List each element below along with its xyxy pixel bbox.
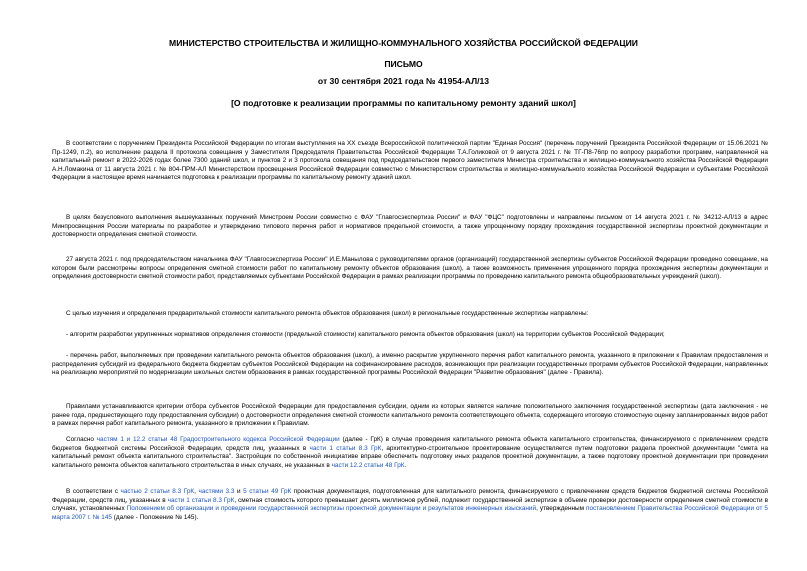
paragraph-8-text: (далее - ГрК) в случае проведения капитального ремонта объекта капитального строительства, финансируемого с привлечением средств бюджетов бюджетной системы Российской Федерации, средств лиц, указанных в <box>52 436 769 452</box>
paragraph-8-text: , архитектурно-строительное проектирование осуществляется путем подготовки раздела проектной документации "смета на капитальный ремонт объекта капитального строительства". Застройщик по собственной инициативе вправе обеспечить подготовку иных разделов проектной документации, а также подготовку проектной документации при проведении капитального ремонта объектов капитального строительства в иных случаях, не указанных в <box>52 444 768 469</box>
document-subject: [О подготовке к реализации программы по капитальному ремонту зданий школ] <box>231 98 576 108</box>
paragraph-2-text: В целях безусловного выполнения вышеуказанных поручений Минстроем России совместно с ФАУ "Главгосэкспертиза России" и ФАУ "ФЦС" подготовлены и направлены письмом от 14 августа 2021 г. № 34212-АЛ/13 в адрес Минпросвещения России материалы по разработке и утверждению типового перечня работ и нормативов предельной стоимости, а также упрощенному порядку прохождения государственной экспертизы проектной документации и достоверности определения сметной стоимости. <box>52 214 768 239</box>
link-grk-article-8-3[interactable]: части 1 статьи 8.3 ГрК <box>309 444 382 452</box>
paragraph-3 <box>52 256 768 282</box>
paragraph-8 <box>52 436 768 470</box>
paragraph-6 <box>52 352 768 378</box>
paragraph-9-text: , <box>194 488 199 495</box>
link-grk-article-49-part-3-3[interactable]: частями 3.3 <box>198 488 235 495</box>
link-grk-article-48-part-12-2[interactable]: части 12.2 статьи 48 ГрК <box>331 461 405 469</box>
paragraph-9-text: и <box>234 488 244 495</box>
paragraph-8-text: Согласно <box>66 436 97 443</box>
document-type: ПИСЬМО <box>384 59 423 69</box>
link-grk-article-48[interactable]: частям 1 и 12.2 статьи 48 Градостроительного кодекса Российской Федерации <box>96 436 340 443</box>
paragraph-6-text: - перечень работ, выполняемых при проведении капитального ремонта объектов образования (школ), а именно раскрытие укрупненного перечня работ капитального ремонта, указанного в приложении к Правилам предоставления и распределения субсидий из федерального бюджета бюджетам субъектов Российской Федерации на софинансирование расходов, возникающих при реализации государственных программ субъектов Российской Федерации, направленных на реализацию мероприятий по модернизации школьных систем образования в рамках государственной программы Российской Федерации "Развитие образования" (далее - Правила). <box>52 352 768 377</box>
paragraph-9-text: (далее - Положение № 145). <box>111 513 199 521</box>
document-date-number: от 30 сентября 2021 года № 41954-АЛ/13 <box>317 76 490 86</box>
paragraph-2 <box>52 214 768 240</box>
paragraph-4-text: С целью изучения и определения предварительной стоимости капитального ремонта объектов образования (школ) в региональные государственные экспертизы направлены: <box>66 310 589 317</box>
paragraph-3-text: 27 августа 2021 г. под председательством начальника ФАУ "Главгосэкспертиза России" И.Е.Манылова с руководителями органов (организаций) государственной экспертизы субъектов Российской Федерации проведено совещание, на котором были рассмотрены вопросы определения сметной стоимости работ по капитальному ремонту объектов образования (школ), а также возможность применения упрощенного порядка прохождения экспертизы документации и определения достоверности сметной стоимости работ, представляемых субъектами Российской Федерации в рамках реализации программы по проведению капитального ремонта общеобразовательных учреждений (школ). <box>52 256 768 281</box>
paragraph-7-text: Правилами устанавливаются критерии отбора субъектов Российской Федерации для предоставления субсидии, одним из которых является наличие положительного заключения государственной экспертизы (дата заключения - не ранее года, предшествующего году предоставления субсидии) о достоверности определения сметной стоимости капитального ремонта соответствующего объекта, содержащего итоговую стоимостную оценку запланированных видов работ в рамках перечня работ капитального ремонта, указанного в приложении к Правилам. <box>52 403 768 428</box>
link-grk-article-8-3-part-2[interactable]: частью 2 статьи 8.3 ГрК <box>120 488 195 495</box>
paragraph-5 <box>52 331 768 340</box>
paragraph-9-text: В соответствии с <box>66 488 121 495</box>
paragraph-9-text: , сметная стоимость которого превышает десять миллионов рублей, подлежит государственной экспертизе в объеме проверки достоверности определения сметной стоимости в случаях, установленных <box>52 496 769 513</box>
paragraph-9-text: , утвержденным <box>536 505 587 513</box>
paragraph-8-text: . <box>404 461 407 469</box>
paragraph-1 <box>52 140 768 183</box>
link-grk-article-49-part-5[interactable]: 5 статьи 49 ГрК <box>243 488 292 495</box>
link-regulation-expertise[interactable]: Положением об организации и проведении государственной экспертизы проектной документации и результатов инженерных изысканий <box>126 505 537 513</box>
link-grk-article-8-3-part-1[interactable]: части 1 статьи 8.3 ГрК <box>167 496 235 504</box>
paragraph-4 <box>52 310 768 319</box>
link-government-decree-145[interactable]: постановлением Правительства Российской Федерации от 5 марта 2007 г. № 145 <box>52 505 768 521</box>
paragraph-9 <box>52 488 768 522</box>
paragraph-1-text: В соответствии с поручением Президента Российской Федерации по итогам выступления на XX съезде Всероссийской политической партии "Единая Россия" (перечень поручений Президента Российской Федерации от 15.06.2021 № Пр-1249, п.2), во исполнение раздела II протокола совещания у Заместителя Председателя Правительства Российской Федерации Т.А.Голиковой от 9 августа 2021 г. № ТГ-П8-76пр по вопросу разработки программ, направленной на капитальный ремонт в 2022-2026 годах более 7300 зданий школ, и пунктов 2 и 3 протокола совещания под председательством первого заместителя Министра строительства и жилищно-коммунального хозяйства Российской Федерации А.Н.Ломакина от 11 августа 2021 г. № 804-ПРМ-АЛ Министерством просвещения Российской Федерации совместно с Министерством строительства и жилищно-коммунального хозяйства Российской Федерации и субъектами Российской Федерации в настоящее время начинается подготовка к реализации программы по капитальному ремонту зданий школ. <box>52 140 768 182</box>
paragraph-9-text: проектная документация, подготовленная для капитального ремонта, финансируемого с привлечением средств бюджетов бюджетной системы Российской Федерации, средств лиц, указанных в <box>52 488 768 504</box>
paragraph-7 <box>52 403 768 429</box>
ministry-heading: МИНИСТЕРСТВО СТРОИТЕЛЬСТВА И ЖИЛИЩНО-КОММУНАЛЬНОГО ХОЗЯЙСТВА РОССИЙСКОЙ ФЕДЕРАЦИИ <box>169 38 638 48</box>
paragraph-5-text: - алгоритм разработки укрупненных нормативов определения стоимости (предельной стоимости) капитального ремонта объектов образования (школ) на территории субъектов Российской Федерации; <box>66 331 665 338</box>
